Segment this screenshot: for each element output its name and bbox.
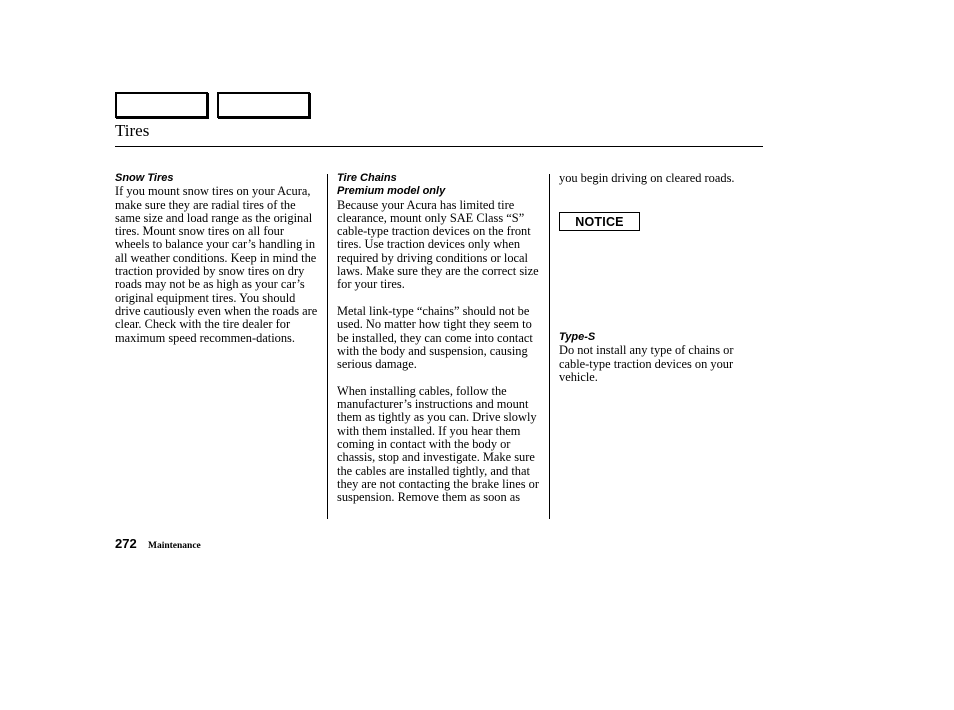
- nav-box-2[interactable]: [217, 92, 310, 118]
- column-divider-2: [549, 174, 550, 519]
- premium-model-subheading: Premium model only: [337, 185, 446, 198]
- page-title: Tires: [115, 121, 150, 140]
- tire-chains-paragraph-3: When installing cables, follow the manufacturer’s instructions and mount them as tightly as you can. Drive slowly with them installed. If you hear them coming in contact with the body or chassis, stop and investigate. Make sure the cables are installed tightly, and that they are not contacting the brake lines or suspension. Remove them as soon as: [337, 383, 539, 505]
- type-s-paragraph: Do not install any type of chains or cable-type traction devices on your vehicle.: [559, 343, 734, 384]
- page-number: 272: [115, 536, 137, 551]
- continuation-text: you begin driving on cleared roads.: [559, 171, 735, 185]
- section-name: Maintenance: [148, 541, 201, 551]
- tire-chains-paragraph-1: Because your Acura has limited tire clearance, mount only SAE Class “S” cable-type traction devices on the front tires. Use traction devices only when required by driving conditions or local laws. Make sure they are the correct size for your tires.: [337, 197, 539, 292]
- notice-label: NOTICE: [575, 214, 624, 229]
- snow-tires-paragraph: If you mount snow tires on your Acura, make sure they are radial tires of the same size and load range as the original tires. Mount snow tires on all four wheels to balance your car’s handling in all weather conditions. Keep in mind the traction provided by snow tires on dry roads may not be as high as your car’s original equipment tires. You should drive cautiously even when the roads are clear. Check with the tire dealer for maximum speed recommen-dations.: [115, 184, 318, 345]
- tire-chains-heading: Tire Chains: [337, 172, 397, 184]
- type-s-section: [559, 331, 759, 384]
- nav-box-1[interactable]: [115, 92, 208, 118]
- title-divider: [115, 146, 763, 147]
- column-tire-chains: [337, 172, 543, 504]
- type-s-heading: Type-S: [559, 331, 596, 343]
- column-snow-tires: [115, 172, 320, 345]
- column-continued: [559, 172, 759, 185]
- notice-box: [559, 212, 640, 231]
- snow-tires-heading: Snow Tires: [115, 172, 174, 184]
- tire-chains-paragraph-2: Metal link-type “chains” should not be used. No matter how tight they seem to be installed, they can come into contact with the body and suspension, causing serious damage.: [337, 303, 533, 372]
- column-divider-1: [327, 174, 328, 519]
